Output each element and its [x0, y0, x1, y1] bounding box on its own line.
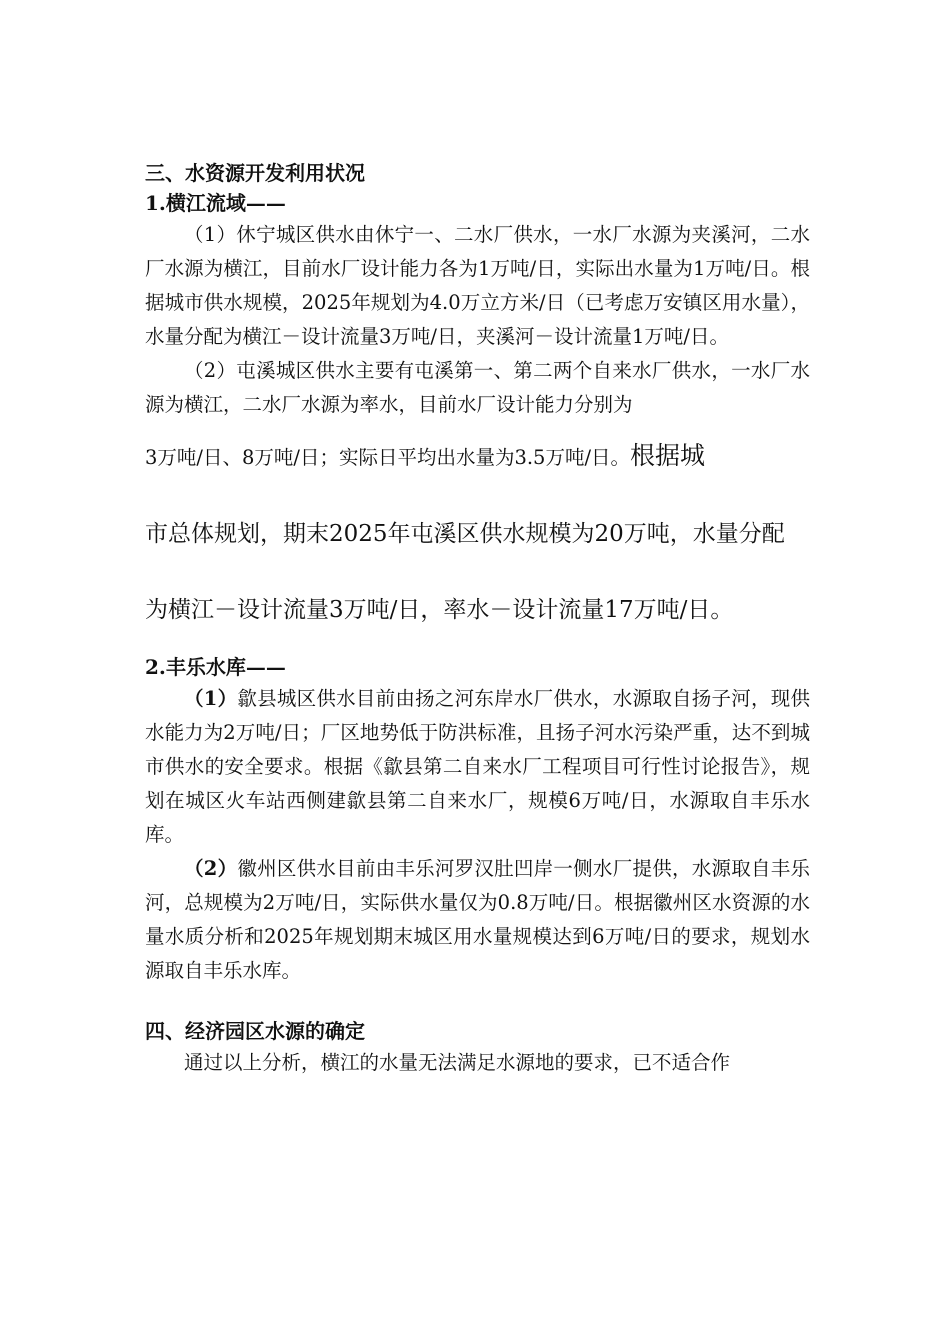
- huizhou-text: 徽州区供水目前由丰乐河罗汉肚凹岸一侧水厂提供，水源取自丰乐河，总规模为2万吨/日，实际供水量仅为0.8万吨/日。根据徽州区水资源的水量水质分析和2025年规划期末城区用水量规模达到6万吨/日的要求，规划水源取自丰乐水库。: [145, 857, 810, 982]
- paragraph-tunxi-lead: （2）屯溪城区供水主要有屯溪第一、第二两个自来水厂供水，一水厂水源为横江，二水厂水源为率水，目前水厂设计能力分别为: [145, 359, 810, 416]
- paragraph-shexian: [145, 682, 810, 852]
- paragraph-tunxi-line3: [145, 418, 810, 496]
- tunxi-line3-tail: 根据城: [630, 441, 706, 470]
- paragraph-xiuning: （1）休宁城区供水由休宁一、二水厂供水，一水厂水源为夹溪河，二水厂水源为横江，目前水厂设计能力各为1万吨/日，实际出水量为1万吨/日。根据城市供水规模，2025年规划为4.0万立方米/日（已考虑万安镇区用水量），水量分配为横江－设计流量3万吨/日，夹溪河－设计流量1万吨/日。: [145, 223, 810, 348]
- item-1-label: （1）: [184, 687, 238, 710]
- paragraph-tunxi-line5: 为横江－设计流量3万吨/日，率水－设计流量17万吨/日。: [145, 597, 734, 623]
- section-3-heading: 三、水资源开发利用状况: [145, 161, 365, 185]
- tunxi-line3-text: 3万吨/日、8万吨/日；实际日平均出水量为3.5万吨/日。: [145, 446, 631, 469]
- paragraph-huizhou: [145, 852, 810, 988]
- subsection-hengjiang-heading: 1.横江流域——: [145, 191, 286, 215]
- section-4-heading: 四、经济园区水源的确定: [145, 1019, 365, 1043]
- subsection-fengle-heading: 2.丰乐水库——: [145, 655, 286, 679]
- item-2-label: （2）: [184, 857, 238, 880]
- document-body: [145, 158, 810, 1080]
- shexian-text: 歙县城区供水目前由扬之河东岸水厂供水，水源取自扬子河，现供水能力为2万吨/日；厂区地势低于防洪标准，且扬子河水污染严重，达不到城市供水的安全要求。根据《歙县第二自来水厂工程项目可行性讨论报告》，规划在城区火车站西侧建歙县第二自来水厂，规模6万吨/日，水源取自丰乐水库。: [145, 687, 810, 846]
- paragraph-conclusion: 通过以上分析，横江的水量无法满足水源地的要求，已不适合作: [184, 1051, 731, 1074]
- paragraph-tunxi-line4: 市总体规划，期末2025年屯溪区供水规模为20万吨，水量分配: [145, 521, 785, 547]
